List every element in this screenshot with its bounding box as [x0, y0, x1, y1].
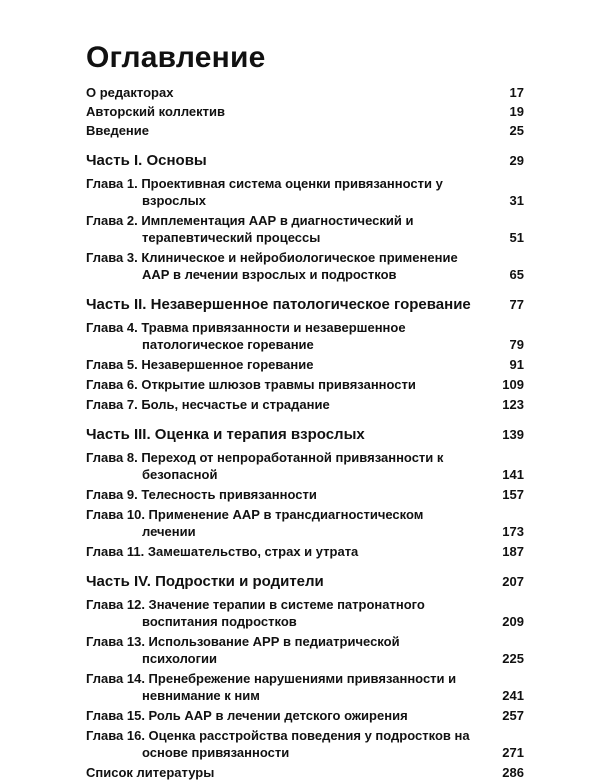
- part-title: Часть I. Основы: [86, 152, 207, 169]
- toc-entry-editors: [86, 84, 524, 101]
- chapter-title: Глава 13. Использование АРР в педиатрической психологии: [86, 634, 400, 666]
- chapter-page: 209: [502, 614, 524, 629]
- toc-part-1: [86, 151, 524, 170]
- chapter-title: Глава 8. Переход от непроработанной привязанности к безопасной: [86, 450, 444, 482]
- toc-chapter-11: [86, 543, 524, 560]
- toc-chapter-8: [86, 449, 524, 483]
- toc-chapter-6: [86, 376, 524, 393]
- chapter-title: Глава 11. Замешательство, страх и утрата: [86, 544, 359, 559]
- chapter-title: Глава 2. Имплементация ААР в диагностический и терапевтический процессы: [86, 213, 414, 245]
- toc-chapter-7: [86, 396, 524, 413]
- part-title: Часть II. Незавершенное патологическое горевание: [86, 296, 471, 313]
- chapter-page: 173: [502, 524, 524, 539]
- chapter-title: Глава 3. Клиническое и нейробиологическое применение ААР в лечении взрослых и подростков: [86, 250, 458, 282]
- toc-chapter-14: [86, 670, 524, 704]
- toc-chapter-10: [86, 506, 524, 540]
- chapter-title: Глава 1. Проективная система оценки привязанности у взрослых: [86, 176, 443, 208]
- chapter-title: Глава 16. Оценка расстройства поведения у подростков на основе привязанности: [86, 728, 470, 760]
- chapter-page: 225: [502, 651, 524, 666]
- chapter-page: 257: [502, 708, 524, 723]
- toc-entry-bibliography: [86, 764, 524, 781]
- part-title: Часть IV. Подростки и родители: [86, 573, 324, 590]
- chapter-title: Глава 6. Открытие шлюзов травмы привязанности: [86, 377, 416, 392]
- toc-chapter-13: [86, 633, 524, 667]
- chapter-title: Глава 5. Незавершенное горевание: [86, 357, 314, 372]
- entry-text: Список литературы: [86, 765, 215, 780]
- chapter-title: Глава 9. Телесность привязанности: [86, 487, 317, 502]
- entry-text: О редакторах: [86, 85, 174, 100]
- chapter-title: Глава 14. Пренебрежение нарушениями привязанности и невнимание к ним: [86, 671, 457, 703]
- chapter-title: Глава 15. Роль ААР в лечении детского ожирения: [86, 708, 408, 723]
- chapter-page: 51: [509, 230, 524, 245]
- chapter-page: 91: [509, 357, 524, 372]
- entry-page: 17: [509, 85, 524, 100]
- toc-chapter-5: [86, 356, 524, 373]
- part-page: 29: [509, 153, 524, 168]
- entry-page: 25: [509, 123, 524, 138]
- chapter-title: Глава 10. Применение ААР в трансдиагностическом лечении: [86, 507, 424, 539]
- chapter-page: 141: [502, 467, 524, 482]
- toc-chapter-12: [86, 596, 524, 630]
- toc-part-2: [86, 295, 524, 314]
- toc-chapter-1: [86, 175, 524, 209]
- chapter-page: 31: [509, 193, 524, 208]
- chapter-title: Глава 12. Значение терапии в системе патронатного воспитания подростков: [86, 597, 425, 629]
- entry-text: Введение: [86, 123, 149, 138]
- part-page: 139: [502, 427, 524, 442]
- part-title: Часть III. Оценка и терапия взрослых: [86, 426, 365, 443]
- chapter-title: Глава 4. Травма привязанности и незавершенное патологическое горевание: [86, 320, 406, 352]
- part-page: 207: [502, 574, 524, 589]
- toc-chapter-4: [86, 319, 524, 353]
- toc-part-4: [86, 572, 524, 591]
- part-page: 77: [509, 297, 524, 312]
- toc-title: Оглавление: [86, 41, 266, 74]
- toc-chapter-9: [86, 486, 524, 503]
- entry-page: 19: [509, 104, 524, 119]
- chapter-page: 187: [502, 544, 524, 559]
- entry-text: Авторский коллектив: [86, 104, 226, 119]
- chapter-page: 65: [509, 267, 524, 282]
- front-matter: [86, 84, 524, 139]
- entry-page: 286: [502, 765, 524, 780]
- toc-chapter-16: [86, 727, 524, 761]
- chapter-page: 157: [502, 487, 524, 502]
- chapter-page: 123: [502, 397, 524, 412]
- toc-entry-introduction: [86, 122, 524, 139]
- toc-chapter-2: [86, 212, 524, 246]
- chapter-page: 271: [502, 745, 524, 760]
- toc-chapter-15: [86, 707, 524, 724]
- chapter-page: 241: [502, 688, 524, 703]
- chapter-page: 109: [502, 377, 524, 392]
- toc-entry-authors: [86, 103, 524, 120]
- chapter-title: Глава 7. Боль, несчастье и страдание: [86, 397, 330, 412]
- chapter-page: 79: [509, 337, 524, 352]
- toc-part-3: [86, 425, 524, 444]
- toc-chapter-3: [86, 249, 524, 283]
